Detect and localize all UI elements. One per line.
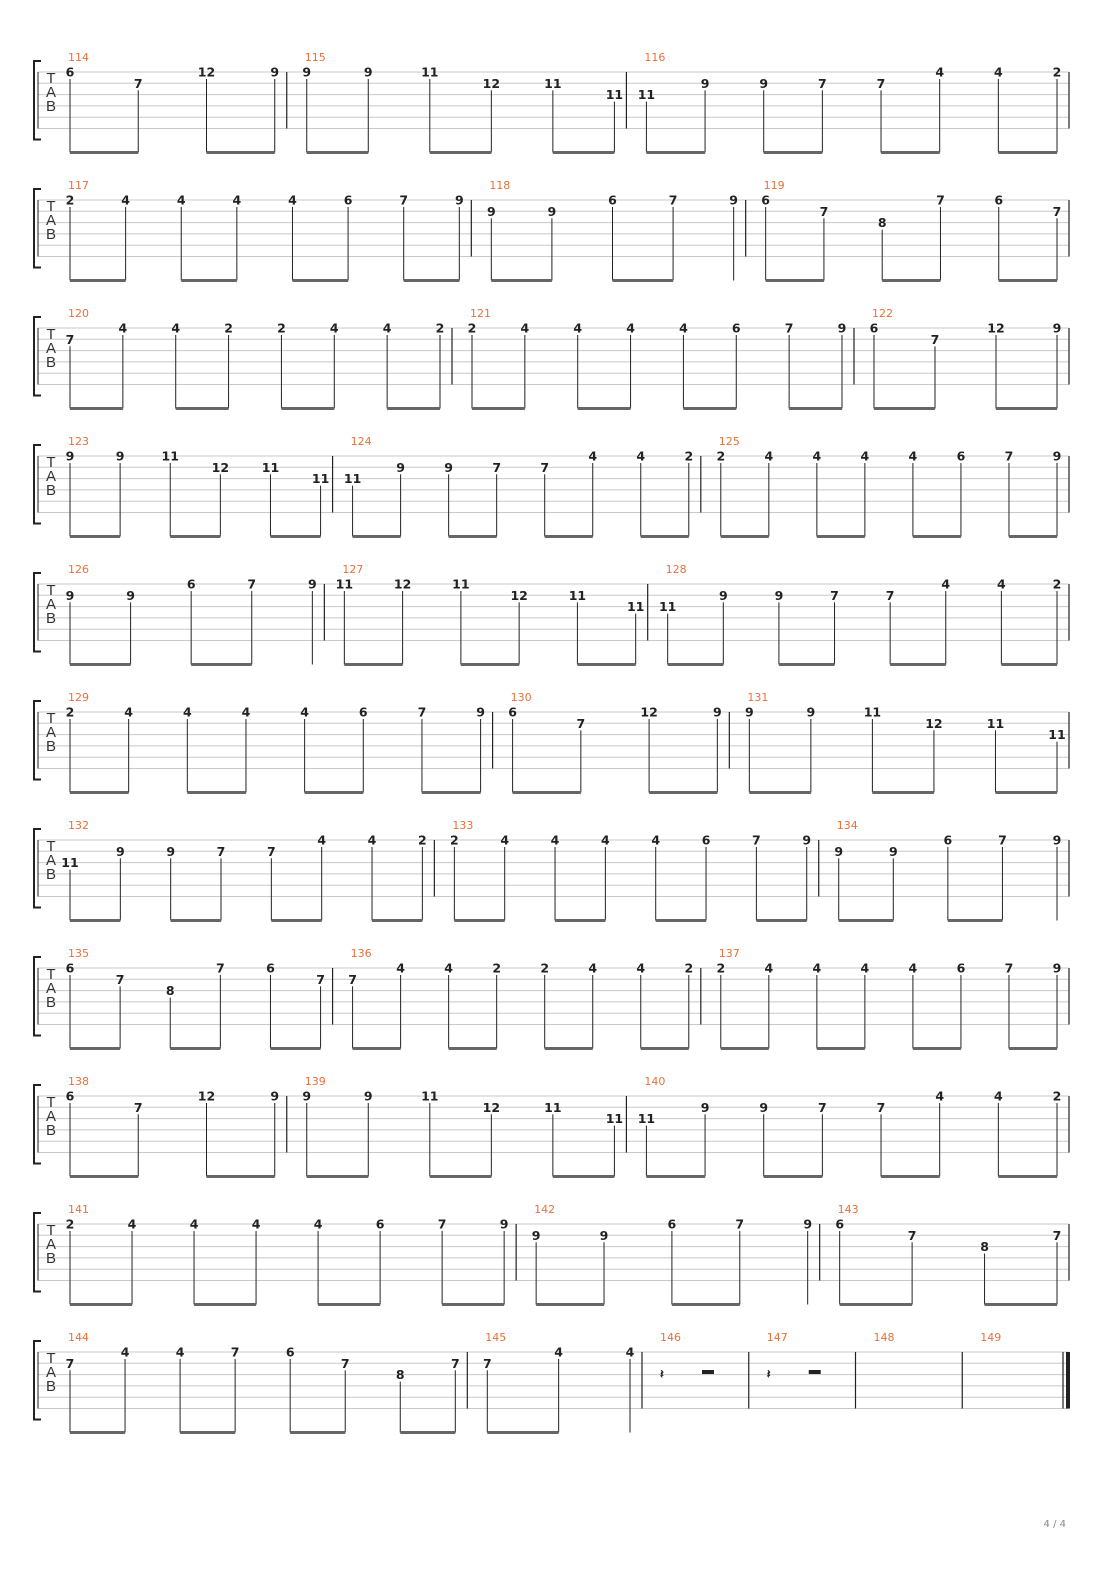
measure-number: 118 [489,179,511,192]
fret-number: 4 [601,832,610,848]
fret-number: 7 [1052,1227,1062,1243]
final-barline-thick [1066,1352,1070,1409]
fret-number: 4 [176,192,186,208]
fret-number: 4 [288,192,297,208]
fret-number: 7 [399,192,409,208]
fret-number: 4 [993,1088,1003,1104]
tab-clef-letter: B [45,994,57,1011]
measure-number: 144 [68,1331,89,1344]
fret-number: 4 [554,1344,563,1360]
fret-number: 4 [651,832,661,848]
tab-clef-letter: T [46,1350,56,1367]
measure-number: 116 [644,51,666,64]
fret-number: 11 [568,587,587,603]
fret-number: 2 [467,320,477,336]
tab-clef-letter: A [45,340,57,357]
fret-number: 8 [395,1367,405,1383]
tab-clef-letter: T [46,70,56,87]
fret-number: 6 [956,960,966,976]
fret-number: 4 [812,960,822,976]
tab-clef-letter: A [45,1364,57,1381]
fret-number: 12 [640,704,658,720]
tab-system [34,1075,1069,1177]
fret-number: 7 [735,1216,745,1232]
fret-number: 6 [608,192,617,208]
rest-symbol: 𝄽 [766,1366,771,1381]
tab-clef-letter: B [45,482,57,499]
fret-number: 12 [197,1088,216,1104]
fret-number: 9 [803,1216,813,1232]
fret-number: 9 [759,75,769,91]
fret-number: 4 [860,960,870,976]
fret-number: 9 [499,1216,509,1232]
fret-number: 2 [1052,64,1062,80]
tab-clef-letter: A [45,1108,57,1125]
fret-number: 8 [165,983,175,999]
fret-number: 7 [215,960,225,976]
fret-number: 9 [302,64,312,80]
fret-number: 2 [684,448,694,464]
fret-number: 6 [65,960,75,976]
fret-number: 9 [806,704,816,720]
fret-number: 2 [1052,576,1062,592]
fret-number: 11 [986,715,1005,731]
fret-number: 12 [482,1099,501,1115]
tab-clef-letter: B [45,226,57,243]
fret-number: 7 [1004,448,1014,464]
measure-number: 129 [68,691,89,704]
tab-clef-letter: B [45,1250,57,1267]
tab-system [34,179,1069,281]
fret-number: 9 [837,320,847,336]
fret-number: 9 [270,1088,280,1104]
fret-number: 4 [941,576,951,592]
fret-number: 2 [540,960,550,976]
fret-number: 9 [1052,448,1062,464]
fret-number: 2 [435,320,445,336]
fret-number: 7 [247,576,257,592]
fret-number: 7 [819,203,829,219]
measure-number: 134 [836,819,858,832]
fret-number: 7 [752,832,761,848]
fret-number: 4 [636,960,646,976]
fret-number: 9 [547,203,557,219]
fret-number: 7 [450,1355,460,1371]
fret-number: 4 [764,448,774,464]
fret-number: 9 [1052,960,1062,976]
fret-number: 8 [980,1239,989,1255]
measure-number: 117 [68,179,89,192]
fret-number: 4 [171,320,181,336]
fret-number: 7 [492,459,502,475]
tab-clef-letter: A [45,596,57,613]
fret-number: 4 [812,448,822,464]
fret-number: 2 [224,320,233,336]
fret-number: 4 [300,704,309,720]
fret-number: 4 [444,960,453,976]
fret-number: 4 [935,1088,945,1104]
fret-number: 6 [731,320,741,336]
fret-number: 4 [573,320,583,336]
fret-number: 9 [115,448,125,464]
fret-number: 2 [277,320,286,336]
fret-number: 9 [712,704,722,720]
fret-number: 9 [454,192,464,208]
fret-number: 6 [943,832,953,848]
fret-number: 9 [802,832,812,848]
fret-number: 9 [302,1088,312,1104]
fret-number: 12 [211,459,230,475]
fret-number: 4 [251,1216,261,1232]
measure-number: 119 [763,179,785,192]
fret-number: 2 [450,832,459,848]
fret-number: 2 [418,832,427,848]
fret-number: 2 [716,960,726,976]
fret-number: 11 [626,599,645,615]
fret-number: 4 [241,704,251,720]
fret-number: 7 [907,1227,917,1243]
fret-number: 4 [625,1344,635,1360]
tab-clef-letter: B [45,866,57,883]
fret-number: 7 [348,971,357,987]
tab-system [34,307,1069,409]
measure-number: 127 [342,563,364,576]
measure-number: 133 [452,819,474,832]
fret-number: 6 [701,832,711,848]
measure-number: 136 [350,947,372,960]
half-rest [809,1370,821,1374]
measure-number: 135 [68,947,89,960]
tab-clef-letter: A [45,84,57,101]
fret-number: 4 [396,960,405,976]
tab-clef-letter: T [46,1094,56,1111]
measure-number: 142 [534,1203,556,1216]
fret-number: 4 [317,832,327,848]
tab-clef-letter: B [45,610,57,627]
fret-number: 7 [230,1344,240,1360]
fret-number: 7 [437,1216,447,1232]
fret-number: 12 [987,320,1005,336]
fret-number: 7 [65,1355,75,1371]
fret-number: 4 [121,192,130,208]
fret-number: 4 [626,320,635,336]
fret-number: 8 [877,215,887,231]
fret-number: 11 [335,576,354,592]
tab-clef-letter: B [45,1378,57,1395]
fret-number: 4 [588,448,598,464]
measure-number: 145 [485,1331,507,1344]
measure-number: 149 [980,1331,1002,1344]
fret-number: 7 [930,331,940,347]
fret-number: 12 [197,64,216,80]
tab-clef-letter: T [46,1222,56,1239]
fret-number: 7 [818,1099,827,1115]
fret-number: 9 [396,459,405,475]
fret-number: 11 [421,1088,439,1104]
fret-number: 9 [126,587,135,603]
fret-number: 6 [761,192,771,208]
tab-clef-letter: A [45,1236,57,1253]
fret-number: 9 [444,459,453,475]
measure-number: 121 [469,307,491,320]
fret-number: 4 [189,1216,199,1232]
fret-number: 9 [363,1088,373,1104]
measure-number: 148 [873,1331,895,1344]
fret-number: 9 [744,704,754,720]
fret-number: 9 [486,203,496,219]
fret-number: 6 [343,192,353,208]
tab-clef-letter: T [46,966,56,983]
tab-clef-letter: T [46,198,56,215]
fret-number: 7 [266,843,276,859]
fret-number: 6 [375,1216,385,1232]
tab-clef-letter: A [45,212,57,229]
fret-number: 7 [998,832,1007,848]
fret-number: 6 [869,320,879,336]
tab-system [34,1203,1069,1305]
fret-number: 2 [716,448,726,464]
fret-number: 11 [421,64,439,80]
fret-number: 11 [637,87,656,103]
fret-number: 9 [1052,320,1062,336]
fret-number: 12 [482,75,501,91]
measure-number: 146 [659,1331,681,1344]
fret-number: 6 [956,448,966,464]
fret-number: 6 [186,576,196,592]
fret-number: 6 [266,960,275,976]
tab-system [34,947,1069,1049]
fret-number: 11 [544,1099,562,1115]
fret-number: 4 [993,64,1003,80]
fret-number: 7 [876,1099,886,1115]
fret-number: 4 [367,832,377,848]
fret-number: 11 [637,1111,656,1127]
fret-number: 6 [65,64,75,80]
fret-number: 4 [520,320,530,336]
fret-number: 11 [863,704,882,720]
fret-number: 2 [65,704,75,720]
fret-number: 7 [876,75,886,91]
fret-number: 11 [161,448,179,464]
tab-system [34,691,1069,793]
fret-number: 7 [340,1355,350,1371]
fret-number: 4 [500,832,510,848]
fret-number: 9 [700,1099,710,1115]
fret-number: 9 [65,587,75,603]
fret-number: 9 [166,843,176,859]
measure-number: 122 [871,307,893,320]
fret-number: 2 [684,960,694,976]
half-rest [702,1370,714,1374]
tab-clef-letter: A [45,724,57,741]
fret-number: 9 [531,1227,541,1243]
fret-number: 9 [65,448,75,464]
measure-number: 123 [68,435,89,448]
fret-number: 7 [216,843,226,859]
fret-number: 4 [313,1216,323,1232]
fret-number: 9 [270,64,280,80]
measure-number: 140 [644,1075,666,1088]
measure-number: 139 [304,1075,326,1088]
fret-number: 7 [936,192,945,208]
fret-number: 4 [120,1344,130,1360]
fret-number: 4 [908,448,918,464]
fret-number: 4 [118,320,128,336]
fret-number: 7 [1052,203,1062,219]
fret-number: 4 [124,704,134,720]
tab-system [34,819,1069,921]
tab-clef-letter: T [46,326,56,343]
fret-number: 4 [550,832,560,848]
fret-number: 2 [1052,1088,1062,1104]
fret-number: 9 [363,64,373,80]
fret-number: 4 [382,320,392,336]
measure-number: 130 [510,691,532,704]
tab-clef-letter: T [46,710,56,727]
fret-number: 4 [679,320,688,336]
measure-number: 132 [68,819,89,832]
fret-number: 4 [182,704,192,720]
fret-number: 9 [774,587,784,603]
fret-number: 7 [830,587,839,603]
fret-number: 9 [759,1099,769,1115]
tab-clef-letter: A [45,980,57,997]
measure-number: 143 [837,1203,859,1216]
fret-number: 6 [508,704,517,720]
fret-number: 7 [133,75,143,91]
fret-number: 7 [65,331,75,347]
fret-number: 4 [175,1344,185,1360]
fret-number: 9 [307,576,317,592]
measure-number: 137 [718,947,740,960]
tab-clef-letter: T [46,582,56,599]
tab-system [34,435,1069,537]
fret-number: 11 [61,855,79,871]
fret-number: 2 [492,960,502,976]
fret-number: 7 [784,320,794,336]
fret-number: 4 [127,1216,137,1232]
fret-number: 9 [729,192,739,208]
rest-symbol: 𝄽 [659,1366,664,1381]
fret-number: 7 [885,587,895,603]
fret-number: 6 [667,1216,677,1232]
fret-number: 11 [605,1111,624,1127]
fret-number: 9 [700,75,710,91]
fret-number: 2 [65,192,75,208]
fret-number: 7 [133,1099,143,1115]
fret-number: 7 [668,192,678,208]
measure-number: 124 [350,435,372,448]
fret-number: 9 [888,843,898,859]
fret-number: 4 [908,960,918,976]
fret-number: 9 [834,843,844,859]
tab-clef-letter: T [46,838,56,855]
fret-number: 4 [860,448,870,464]
measure-number: 125 [718,435,740,448]
fret-number: 11 [311,471,330,487]
tab-system [34,1331,1070,1433]
fret-number: 4 [997,576,1006,592]
fret-number: 7 [818,75,827,91]
measure-number: 126 [68,563,89,576]
fret-number: 11 [452,576,470,592]
fret-number: 12 [925,715,943,731]
measure-number: 147 [766,1331,788,1344]
fret-number: 6 [358,704,368,720]
fret-number: 4 [232,192,242,208]
measure-number: 120 [68,307,89,320]
tab-clef-letter: B [45,738,57,755]
tab-system [34,563,1069,665]
tab-clef-letter: B [45,1122,57,1139]
fret-number: 11 [343,471,362,487]
fret-number: 4 [636,448,646,464]
fret-number: 4 [764,960,774,976]
fret-number: 6 [65,1088,75,1104]
fret-number: 11 [544,75,562,91]
fret-number: 9 [718,587,728,603]
fret-number: 7 [417,704,427,720]
fret-number: 7 [316,971,325,987]
fret-number: 12 [510,587,528,603]
fret-number: 7 [576,715,586,731]
fret-number: 4 [935,64,945,80]
fret-number: 7 [482,1355,492,1371]
fret-number: 2 [65,1216,75,1232]
fret-number: 4 [588,960,598,976]
measure-number: 128 [665,563,687,576]
fret-number: 6 [994,192,1004,208]
fret-number: 11 [605,87,624,103]
fret-number: 11 [658,599,677,615]
tab-clef-letter: B [45,98,57,115]
measure-number: 114 [68,51,89,64]
fret-number: 9 [115,843,125,859]
tab-clef-letter: B [45,354,57,371]
measure-number: 141 [68,1203,89,1216]
page-number: 4 / 4 [1043,1519,1066,1530]
tab-clef-letter: T [46,454,56,471]
fret-number: 6 [285,1344,295,1360]
fret-number: 7 [1004,960,1014,976]
fret-number: 11 [261,459,280,475]
fret-number: 9 [1052,832,1062,848]
fret-number: 7 [115,971,125,987]
fret-number: 7 [540,459,550,475]
fret-number: 6 [835,1216,845,1232]
tab-system [34,51,1069,153]
measure-number: 115 [304,51,326,64]
tab-clef-letter: A [45,852,57,869]
fret-number: 4 [329,320,339,336]
fret-number: 9 [476,704,485,720]
tab-clef-letter: A [45,468,57,485]
fret-number: 12 [393,576,412,592]
measure-number: 131 [747,691,769,704]
measure-number: 138 [68,1075,89,1088]
fret-number: 9 [599,1227,609,1243]
fret-number: 11 [1048,727,1066,743]
